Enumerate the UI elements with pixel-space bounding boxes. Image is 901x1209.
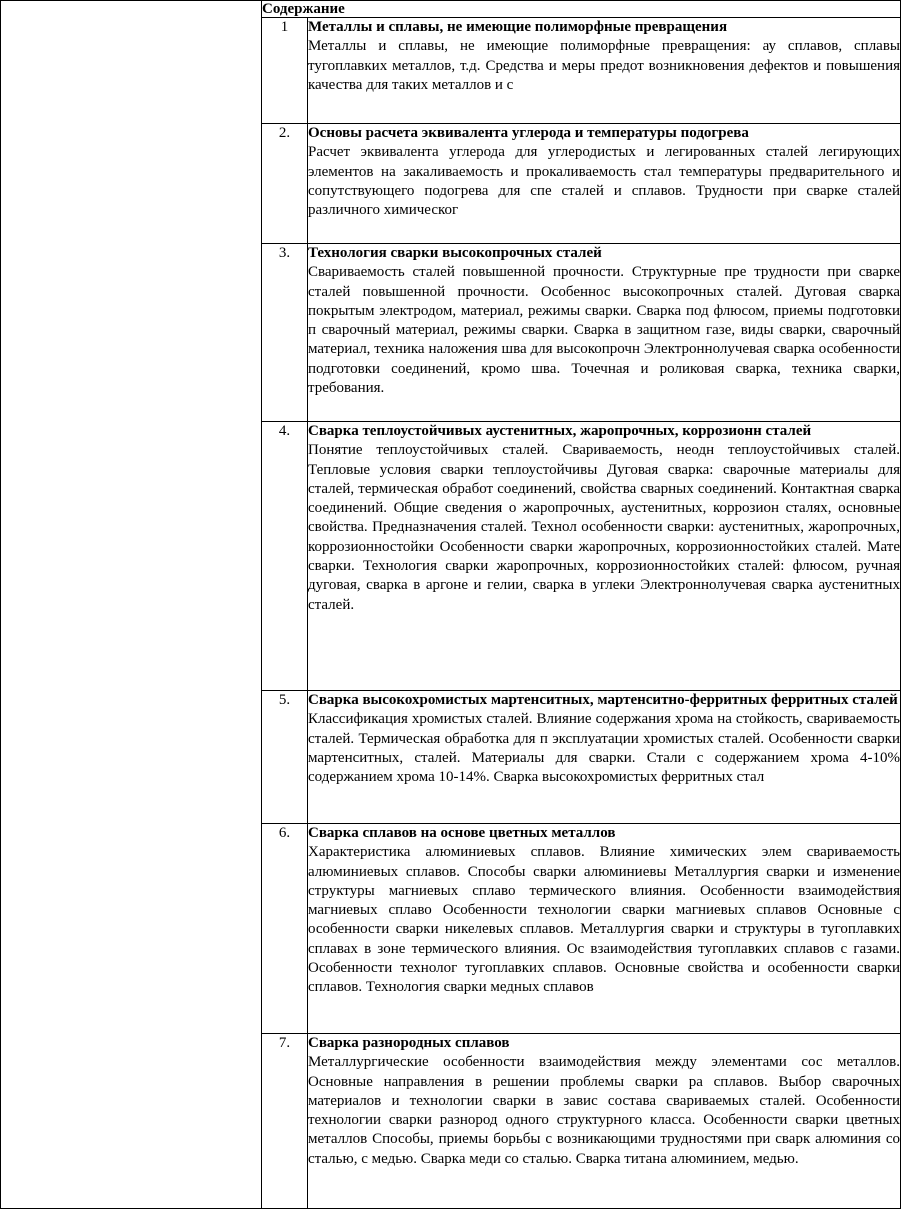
section-text: Металлы и сплавы, не имеющие полиморфные превращения: ау сплавов, сплавы тугоплавких металлов, т.д. Средства и меры предот возникновения дефектов и повышения качества для таких металлов и с xyxy=(308,38,900,93)
section-text: Свариваемость сталей повышенной прочности. Структурные пре трудности при сварке сталей повышенной прочности. Особеннос высокопрочных сталей. Дуговая сварка покрытым электродом, материал, режимы сварки. Сварка под флюсом, приемы подготовки п сварочный материал, режимы сварки. Сварка в защитном газе, виды сварки, сварочный материал, техника наложения шва для высокопрочн Электроннолучевая сварка особенности подготовки соединений, кромо шва. Точечная и роликовая сварка, техника сварки, требования. xyxy=(308,264,900,397)
section-title: Сварка сплавов на основе цветных металлов xyxy=(308,825,616,841)
section-title: Технология сварки высокопрочных сталей xyxy=(308,245,602,261)
section-title: Основы расчета эквивалента углерода и температуры подогрева xyxy=(308,125,749,141)
section-title: Сварка теплоустойчивых аустенитных, жаропрочных, коррозионн сталей xyxy=(308,423,812,439)
left-blank-column xyxy=(1,1,262,1209)
section-cell xyxy=(308,1034,901,1209)
section-number: 6. xyxy=(262,824,308,1034)
section-cell xyxy=(308,244,901,422)
section-title: Сварка высокохромистых мартенситных, мартенситно-ферритных ферритных сталей xyxy=(308,692,898,708)
section-number: 7. xyxy=(262,1034,308,1209)
section-title: Сварка разнородных сплавов xyxy=(308,1035,510,1051)
section-number: 3. xyxy=(262,244,308,422)
section-number: 1 xyxy=(262,18,308,124)
section-cell xyxy=(308,124,901,244)
section-text: Характеристика алюминиевых сплавов. Влияние химических элем свариваемость алюминиевых сплавов. Способы сварки алюминиевы Металлургия сварки и изменение структуры магниевых сплаво термического влияния. Особенности взаимодействия магниевых сплаво Особенности технологии сварки магниевых сплавов Основные с особенности сварки никелевых сплавов. Металлургия сварки и структуры в тугоплавких сплавах в зоне термического влияния. Ос взаимодействия тугоплавких сплавов с газами. Особенности технолог тугоплавких сплавов. Основные свойства и особенности сварки сплавов. Технология сварки медных сплавов xyxy=(308,844,900,996)
section-text: Понятие теплоустойчивых сталей. Свариваемость, неодн теплоустойчивых сталей. Тепловые условия сварки теплоустойчивы Дуговая сварка: сварочные материалы для сталей, термическая обработ соединений, свойства сварных соединений. Контактная сварка соединений. Общие сведения о жаропрочных, аустенитных, коррозион сталях, основные свойства. Предназначения сталей. Технол особенности сварки: аустенитных, жаропрочных, коррозионностойки Особенности сварки жаропрочных, коррозионностойких сталей. Мате сварки. Технология сварки жаропрочных, коррозионностойких сталей: флюсом, ручная дуговая, сварка в аргоне и гелии, сварка в углеки Электроннолучевая сварка аустенитных сталей. xyxy=(308,442,900,613)
table-header-row xyxy=(1,1,901,18)
section-cell xyxy=(308,422,901,691)
section-cell xyxy=(308,18,901,124)
section-title: Металлы и сплавы, не имеющие полиморфные превращения xyxy=(308,19,728,35)
section-number: 5. xyxy=(262,691,308,824)
section-text: Расчет эквивалента углерода для углеродистых и легированных сталей легирующих элементов на закаливаемость и прокаливаемость стал температуры предварительного и сопутствующего подогрева для спе сталей и сплавов. Трудности при сварке сталей различного химическог xyxy=(308,144,900,219)
section-cell xyxy=(308,691,901,824)
section-text: Металлургические особенности взаимодействия между элементами сос металлов. Основные направления в решении проблемы сварки ра сплавов. Выбор сварочных материалов и технологии сварки в завис состава свариваемых сталей. Особенности технологии сварки разнород одного структурного класса. Особенности сварки цветных металлов Способы, приемы борьбы с возникающими трудностями при сварк алюминия со сталью, с медью. Сварка меди со сталью. Сварка титана алюминием, медью. xyxy=(308,1054,900,1167)
section-number: 4. xyxy=(262,422,308,691)
section-number: 2. xyxy=(262,124,308,244)
section-text: Классификация хромистых сталей. Влияние содержания хрома на стойкость, свариваемость сталей. Термическая обработка для п эксплуатации хромистых сталей. Особенности сварки мартенситных, сталей. Материалы для сварки. Стали с содержанием хрома 4-10% содержанием хрома 10-14%. Сварка высокохромистых ферритных стал xyxy=(308,711,900,786)
section-cell xyxy=(308,824,901,1034)
contents-header: Содержание xyxy=(262,1,901,18)
